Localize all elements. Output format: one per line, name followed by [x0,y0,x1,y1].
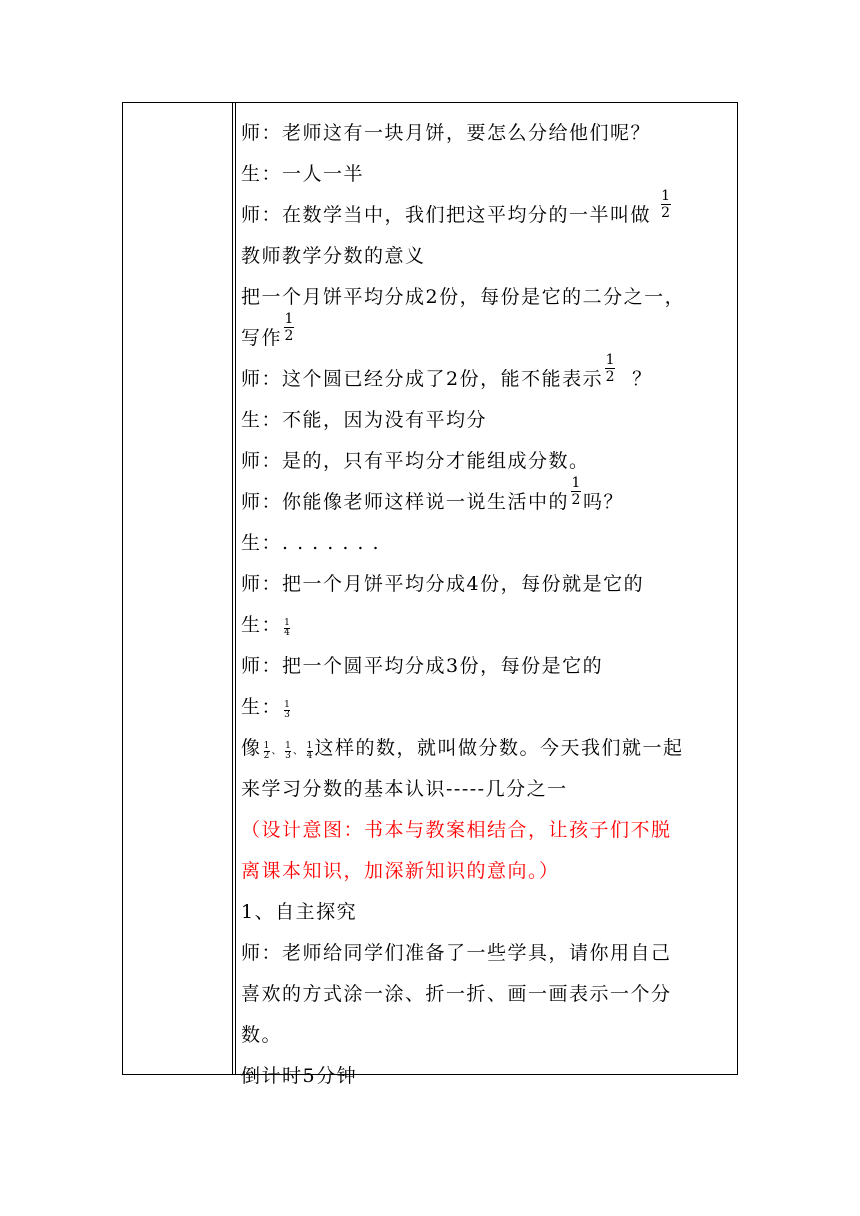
text-line: 生：一人一半 [241,163,365,185]
text-line: 数。 [241,1024,283,1046]
fraction: $\frac{1}{4}$ [284,617,290,638]
column-divider [235,103,236,1074]
section-heading: 1、自主探究 [241,901,358,923]
fraction: $\frac{1}{2}$ [571,474,581,508]
text-line: 教师教学分数的意义 [241,245,426,267]
text-line: 生：不能，因为没有平均分 [241,409,488,431]
text-line: 写作 $\frac{1}{2}$ [241,310,294,349]
fraction: $\frac{1}{4}$ [306,740,313,761]
text-line: 师：老师给同学们准备了一些学具，请你用自己 [241,942,672,964]
text-line: 像 $\frac{1}{2}$ 、 $\frac{1}{3}$ 、 $\frac{1}{4}$ 这样的数，就叫做分数。今天我们就一起 [241,737,684,761]
fraction: $\frac{1}{2}$ [661,187,670,221]
text-line: 喜欢的方式涂一涂、折一折、画一画表示一个分 [241,983,672,1005]
text-line: 师：你能像老师这样说一说生活中的 $\frac{1}{2}$ 吗？ [241,474,625,513]
text-line: 师：把一个圆平均分成3份，每份是它的 [241,655,604,677]
fraction: $\frac{1}{3}$ [285,740,291,761]
design-intent-line: 离课本知识，加深新知识的意向。） [241,860,560,882]
text-line: 师：是的，只有平均分才能组成分数。 [241,450,590,472]
column-divider [232,103,233,1074]
text-line: 来学习分数的基本认识-----几分之一 [241,778,568,800]
text-line: 把一个月饼平均分成2份，每份是它的二分之一， [241,286,686,308]
text-line: 生： $\frac{1}{3}$ [241,696,290,720]
text-line: 生： $\frac{1}{4}$ [241,614,290,638]
fraction: $\frac{1}{2}$ [605,351,615,385]
text-line: 倒计时5分钟 [241,1065,358,1087]
design-intent-line: （设计意图：书本与教案相结合，让孩子们不脱 [241,819,672,841]
text-line: 师：在数学当中，我们把这平均分的一半叫做 $\frac{1}{2}$ [241,187,670,226]
lesson-table [122,102,738,1087]
text-line: 师：这个圆已经分成了2份，能不能表示 $\frac{1}{2}$ ？ [241,351,653,390]
fraction: $\frac{1}{2}$ [284,310,294,344]
fraction: $\frac{1}{2}$ [263,740,270,761]
text-line: 生：. . . . . . . [241,532,381,554]
text-line: 师：老师这有一块月饼，要怎么分给他们呢？ [241,122,652,144]
text-line: 师：把一个月饼平均分成4份，每份就是它的 [241,573,645,595]
fraction: $\frac{1}{3}$ [284,699,290,720]
lesson-content [241,113,733,1097]
